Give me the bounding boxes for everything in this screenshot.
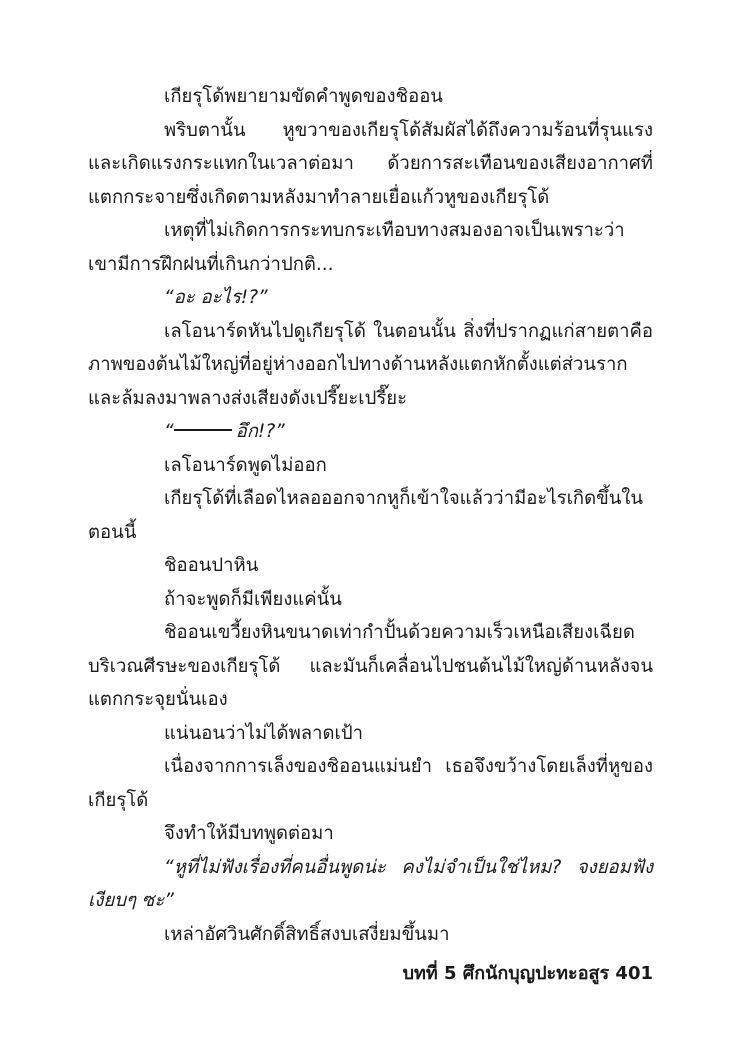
paragraph: ชิออนปาหิน [164, 555, 259, 576]
paragraph: จึงทำให้มีบทพูดต่อมา [164, 823, 334, 844]
paragraph: ชิออนเขวี้ยงหินขนาดเท่ากำปั้นด้วยความเร็วเหนือเสียงเฉียดบริเวณศีรษะของเกียรุโด้ และมันก็เคลื่อนไปชนต้นไม้ใหญ่ด้านหลังจนแตกกระจุยนั่นเอง [88, 622, 653, 710]
paragraph: แน่นอนว่าไม่ได้พลาดเป้า [164, 722, 363, 744]
dialogue-paragraph: “อะ อะไร!?” [164, 287, 268, 308]
em-dash-line [174, 429, 232, 431]
body-text [88, 80, 653, 951]
dialogue-paragraph: “หูที่ไม่ฟังเรื่องที่คนอื่นพูดน่ะ คงไม่จำเป็นใช่ไหม? จงยอมฟังเงียบๆ ซะ” [88, 856, 653, 911]
page-footer: บทที่ 5 ศึกนักบุญปะทะอสูร 401 [402, 963, 653, 984]
paragraph: เกียรุโด้พยายามขัดคำพูดของชิออน [164, 86, 443, 107]
paragraph: พริบตานั้น หูขวาของเกียรุโด้สัมผัสได้ถึงความร้อนที่รุนแรงและเกิดแรงกระแทกในเวลาต่อมา ด้วยการสะเทือนของเสียงอากาศที่แตกกระจายซึ่งเกิดตามหลังมาทำลายเยื่อแก้วหูของเกียรุโด้ [88, 119, 653, 208]
dialogue-text: อึก!?” [235, 421, 285, 442]
paragraph: เลโอนาร์ดหันไปดูเกียรุโด้ ในตอนนั้น สิ่งที่ปรากฏแก่สายตาคือภาพของต้นไม้ใหญ่ที่อยู่ห่างออกไปทางด้านหลังแตกหักตั้งแต่ส่วนรากและล้มลงมาพลางส่งเสียงดังเปรี๊ยะเปรี๊ยะ [88, 320, 653, 409]
paragraph: ถ้าจะพูดก็มีเพียงแค่นั้น [164, 588, 342, 610]
paragraph: เนื่องจากการเล็งของชิออนแม่นยำ เธอจึงขว้างโดยเล็งที่หูของเกียรุโด้ [88, 756, 653, 811]
dialogue-paragraph [88, 415, 653, 449]
paragraph: เหตุที่ไม่เกิดการกระทบกระเทือบทางสมองอาจเป็นเพราะว่าเขามีการฝึกฝนที่เกินกว่าปกติ... [88, 220, 625, 275]
paragraph: เหล่าอัศวินศักดิ์สิทธิ์สงบเสงี่ยมขึ้นมา [164, 923, 450, 945]
paragraph: เกียรุโด้ที่เลือดไหลอออกจากหูก็เข้าใจแล้วว่ามีอะไรเกิดขึ้นในตอนนี้ [88, 488, 644, 543]
open-quote: “ [164, 421, 174, 442]
paragraph: เลโอนาร์ดพูดไม่ออก [164, 454, 327, 476]
